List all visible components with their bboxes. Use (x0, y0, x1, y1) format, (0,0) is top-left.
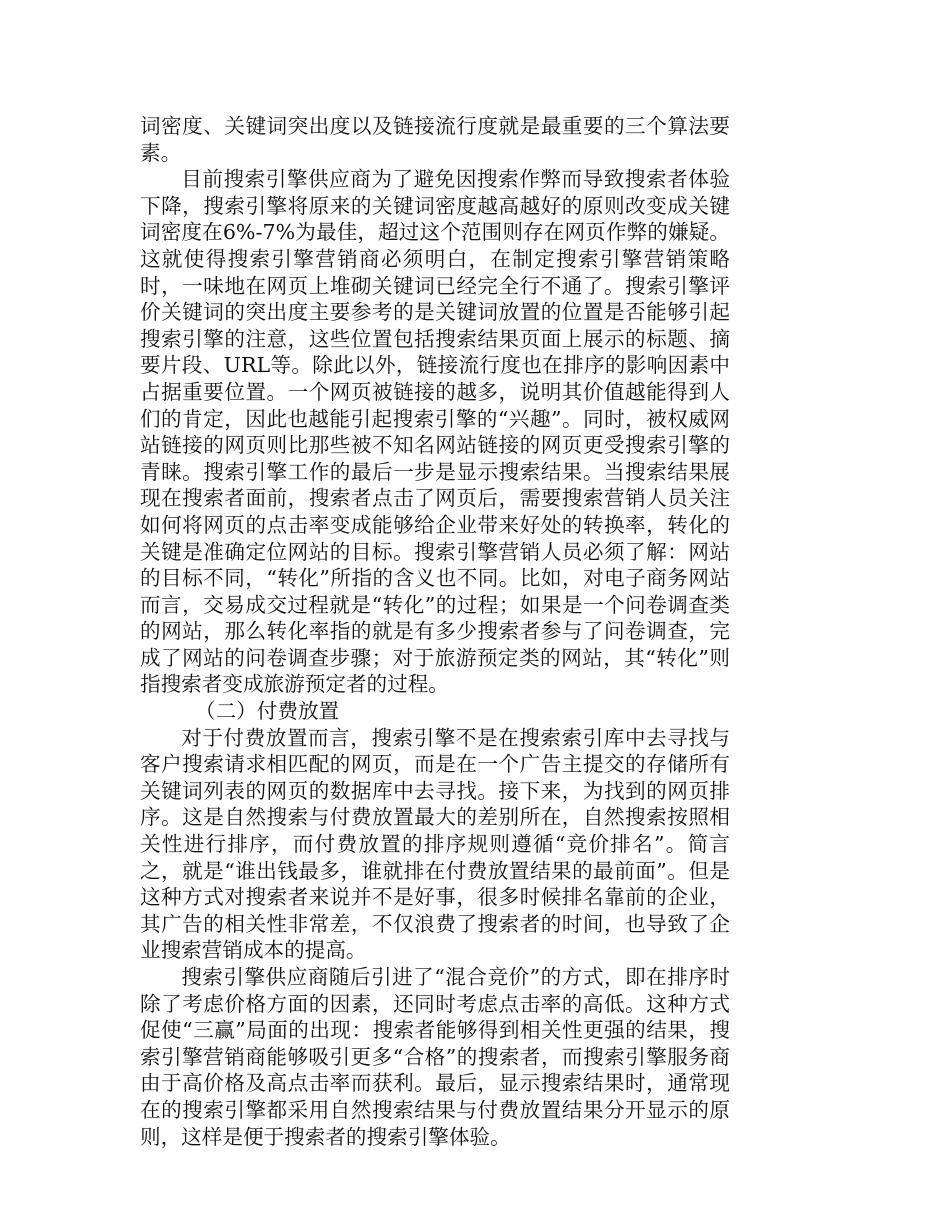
paragraph-hybrid-bidding: 搜索引擎供应商随后引进了“混合竞价”的方式，即在排序时除了考虑价格方面的因素，还同时考虑点击率的高低。这种方式促使“三赢”局面的出现：搜索者能够得到相关性更强的结果，搜索引擎营销商能够吸引更多“合格”的搜索者，而搜索引擎服务商由于高价格及高点击率而获利。最后，显示搜索结果时，通常现在的搜索引擎都采用自然搜索结果与付费放置结果分开显示的原则，这样是便于搜索者的搜索引擎体验。 (140, 965, 730, 1149)
paragraph-paid-placement: 对于付费放置而言，搜索引擎不是在搜索索引库中去寻找与客户搜索请求相匹配的网页，而是在一个广告主提交的存储所有关键词列表的网页的数据库中去寻找。接下来，为找到的网页排序。这是自然搜索与付费放置最大的差别所在，自然搜索按照相关性进行排序，而付费放置的排序规则遵循“竞价排名”。简言之，就是“谁出钱最多，谁就排在付费放置结果的最前面”。但是这种方式对搜索者来说并不是好事，很多时候排名靠前的企业，其广告的相关性非常差，不仅浪费了搜索者的时间，也导致了企业搜索营销成本的提高。 (140, 725, 730, 963)
document-page (140, 113, 730, 1150)
paragraph-keyword-density: 目前搜索引擎供应商为了避免因搜索作弊而导致搜索者体验下降，搜索引擎将原来的关键词密度越高越好的原则改变成关键词密度在6%-7%为最佳，超过这个范围则存在网页作弊的嫌疑。这就使得搜索引擎营销商必须明白，在制定搜索引擎营销策略时，一味地在网页上堆砌关键词已经完全行不通了。搜索引擎评价关键词的突出度主要参考的是关键词放置的位置是否能够引起搜索引擎的注意，这些位置包括搜索结果页面上展示的标题、摘要片段、URL等。除此以外，链接流行度也在排序的影响因素中占据重要位置。一个网页被链接的越多，说明其价值越能得到人们的肯定，因此也越能引起搜索引擎的“兴趣”。同时，被权威网站链接的网页则比那些被不知名网站链接的网页更受搜索引擎的青睐。搜索引擎工作的最后一步是显示搜索结果。当搜索结果展现在搜索者面前，搜索者点击了网页后，需要搜索营销人员关注如何将网页的点击率变成能够给企业带来好处的转换率，转化的关键是准确定位网站的目标。搜索引擎营销人员必须了解：网站的目标不同，“转化”所指的含义也不同。比如，对电子商务网站而言，交易成交过程就是“转化”的过程；如果是一个问卷调查类的网站，那么转化率指的就是有多少搜索者参与了问卷调查，完成了网站的问卷调查步骤；对于旅游预定类的网站，其“转化”则指搜索者变成旅游预定者的过程。 (140, 167, 730, 697)
section-heading-paid-placement: （二）付费放置 (195, 699, 340, 724)
paragraph-continuation: 词密度、关键词突出度以及链接流行度就是最重要的三个算法要素。 (140, 114, 730, 165)
